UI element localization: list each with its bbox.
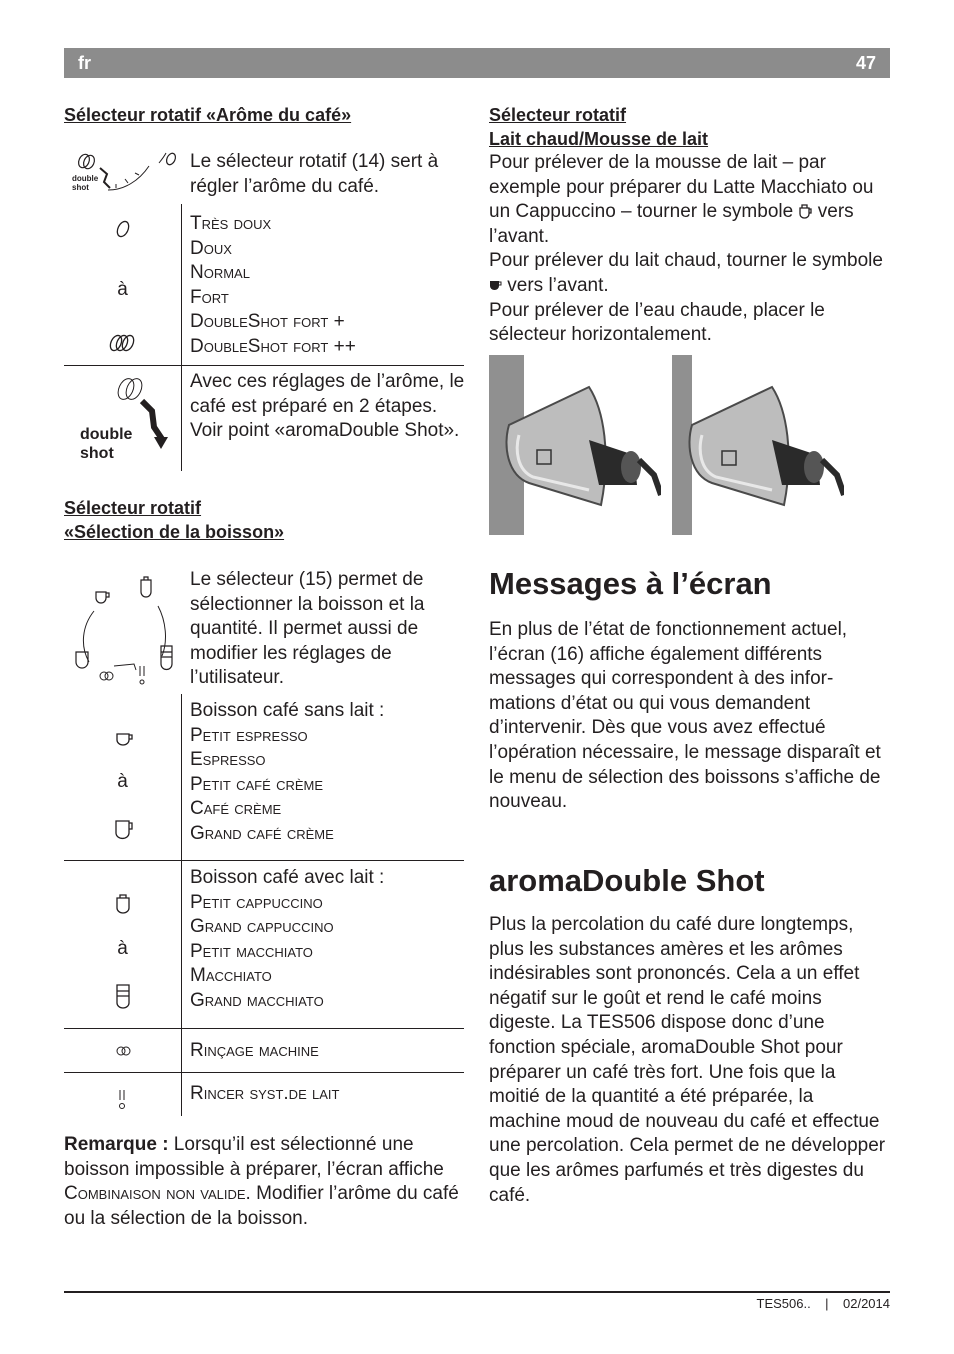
rinse-milk-label: Rincer syst.de lait xyxy=(190,1083,340,1104)
rinse-machine-label: Rinçage machine xyxy=(190,1040,319,1061)
range-to-label: à xyxy=(117,771,128,792)
level-strong: Fort xyxy=(190,286,229,308)
range-to-label: à xyxy=(117,938,128,959)
drink-espresso: Espresso xyxy=(190,749,266,771)
aroma-intro-row xyxy=(64,146,464,204)
drink-small-espresso: Petit espresso xyxy=(190,724,308,746)
doubleshot-row xyxy=(64,365,464,471)
rinse-icon xyxy=(64,1042,181,1060)
foam-cup-icon xyxy=(798,203,812,219)
double-label: double xyxy=(80,426,133,443)
small-cup-icon xyxy=(64,730,181,748)
footer-info xyxy=(757,1296,891,1311)
rinse-machine-row xyxy=(64,1028,464,1072)
messages-heading: Messages à l’écran xyxy=(489,566,772,601)
drink-large-cafe-creme: Grand café crème xyxy=(190,822,334,844)
model-number: TES506.. xyxy=(756,1296,811,1311)
shot-label: shot xyxy=(80,445,114,462)
header-bar xyxy=(64,48,890,78)
drink-small-macchiato: Petit macchiato xyxy=(190,940,313,962)
note-label: Remarque : xyxy=(64,1134,169,1155)
doubleshot-text: Avec ces réglages de l’arôme, le café est préparé en 2 étapes. Voir point «aromaDouble Shot». xyxy=(190,371,465,442)
level-mild: Doux xyxy=(190,237,232,259)
hot-milk-paragraph: Pour prélever du lait chaud, tourner le symbole vers l’avant. xyxy=(489,250,883,296)
milk-selector-title-1: Sélecteur rotatif xyxy=(489,105,627,125)
messages-paragraph: En plus de l’état de fonctionnement actuel, l’écran (16) affiche également différents messages qui correspondent à des informations d’état ou qui vous demandent d’intervenir. Dès que vous avez effectué l’opération nécessaire, le message disparaît et le menu de sélection des boissons s’affiche de nouveau. xyxy=(489,619,881,813)
drink-small-cafe-creme: Petit café crème xyxy=(190,773,324,795)
footer-rule xyxy=(64,1291,890,1293)
drink-small-cappuccino: Petit cappuccino xyxy=(190,891,323,913)
drink-macchiato: Macchiato xyxy=(190,965,272,987)
no-milk-heading: Boisson café sans lait : xyxy=(190,700,385,721)
large-cup-icon xyxy=(64,818,181,840)
with-milk-heading: Boisson café avec lait : xyxy=(190,867,385,888)
aroma-dial-icon xyxy=(64,146,181,204)
milk-foam-selector-photo xyxy=(489,355,661,535)
shot-label-small: shot xyxy=(72,183,89,192)
note-text-2: . Modifier l’arôme du café ou la sélection de la boisson. xyxy=(64,1183,459,1229)
milk-selector-title-2: Lait chaud/Mousse de lait xyxy=(489,129,709,149)
drink-selector-title-2: «Sélection de la boisson» xyxy=(64,522,285,542)
rinse-milk-row xyxy=(64,1072,464,1116)
drink-dial-icon xyxy=(64,566,181,694)
milk-selector-text xyxy=(489,151,890,348)
level-doubleshot-strong: DoubleShot fort + xyxy=(190,311,345,333)
aroma-levels-row xyxy=(64,204,464,365)
drinks-with-milk-row xyxy=(64,860,464,1028)
aromadouble-shot-heading: aromaDouble Shot xyxy=(489,863,765,898)
mild-bean-icon xyxy=(64,218,181,240)
aroma-intro-text: Le sélecteur rotatif (14) sert à régler l’arôme du café. xyxy=(190,151,439,197)
note-text-1: Lorsqu’il est sélectionné une boisson impossible à préparer, l’écran affiche xyxy=(64,1134,444,1180)
level-doubleshot-very-strong: DoubleShot fort ++ xyxy=(190,335,356,357)
page-number: 47 xyxy=(855,53,876,73)
language-code: fr xyxy=(78,53,91,73)
drink-cafe-creme: Café crème xyxy=(190,798,282,820)
publication-date: 02/2014 xyxy=(843,1296,890,1311)
drink-large-cappuccino: Grand cappuccino xyxy=(190,916,334,938)
strong-beans-icon xyxy=(64,331,181,355)
cappuccino-cup-icon xyxy=(64,892,181,914)
drink-intro-row xyxy=(64,566,464,694)
aromadouble-shot-paragraph: Plus la percolation du café dure longtemps, plus les substances amères et les arômes indésirables sont prononcés. Cela a un effet négatif sur le goût et rend le café moins digeste. La TES506 dispose donc d’une fonction spéciale, aromaDouble Shot pour préparer un café très fort. Une fois que la moitié de la quantité a été préparée, la machine moud de nouveau du café et effectue une percolation. Cela permet de ne développer que les arômes parfumés et très digestes du café. xyxy=(489,914,886,1206)
hot-milk-cup-icon xyxy=(489,278,502,292)
level-very-mild: Très doux xyxy=(190,213,272,234)
drinks-without-milk-row xyxy=(64,694,464,860)
aroma-selector-title: Sélecteur rotatif «Arôme du café» xyxy=(64,105,352,125)
drink-intro-text: Le sélecteur (15) permet de sélectionner la boisson et la quantité. Il permet aussi de modifier les réglages de l’utilisateur. xyxy=(190,569,425,689)
double-label-small: double xyxy=(72,174,99,183)
level-normal: Normal xyxy=(190,262,250,284)
milk-rinse-icon xyxy=(64,1088,181,1110)
note-paragraph xyxy=(64,1133,459,1231)
drink-large-macchiato: Grand macchiato xyxy=(190,989,324,1011)
macchiato-glass-icon xyxy=(64,982,181,1010)
milk-foam-paragraph: Pour prélever de la mousse de lait – par exemple pour préparer du Latte Macchiato ou un Cappuccino – tourner le symbole vers l’avant. xyxy=(489,152,874,247)
footer-separator: | xyxy=(825,1296,829,1311)
drink-selector-title-1: Sélecteur rotatif xyxy=(64,498,202,518)
hot-milk-selector-photo xyxy=(672,355,844,535)
doubleshot-icon xyxy=(64,365,181,471)
hot-water-paragraph: Pour prélever de l’eau chaude, placer le sélecteur horizontalement. xyxy=(489,299,825,346)
note-error-message: Combinaison non valide xyxy=(64,1183,246,1205)
range-to-label: à xyxy=(117,279,128,300)
